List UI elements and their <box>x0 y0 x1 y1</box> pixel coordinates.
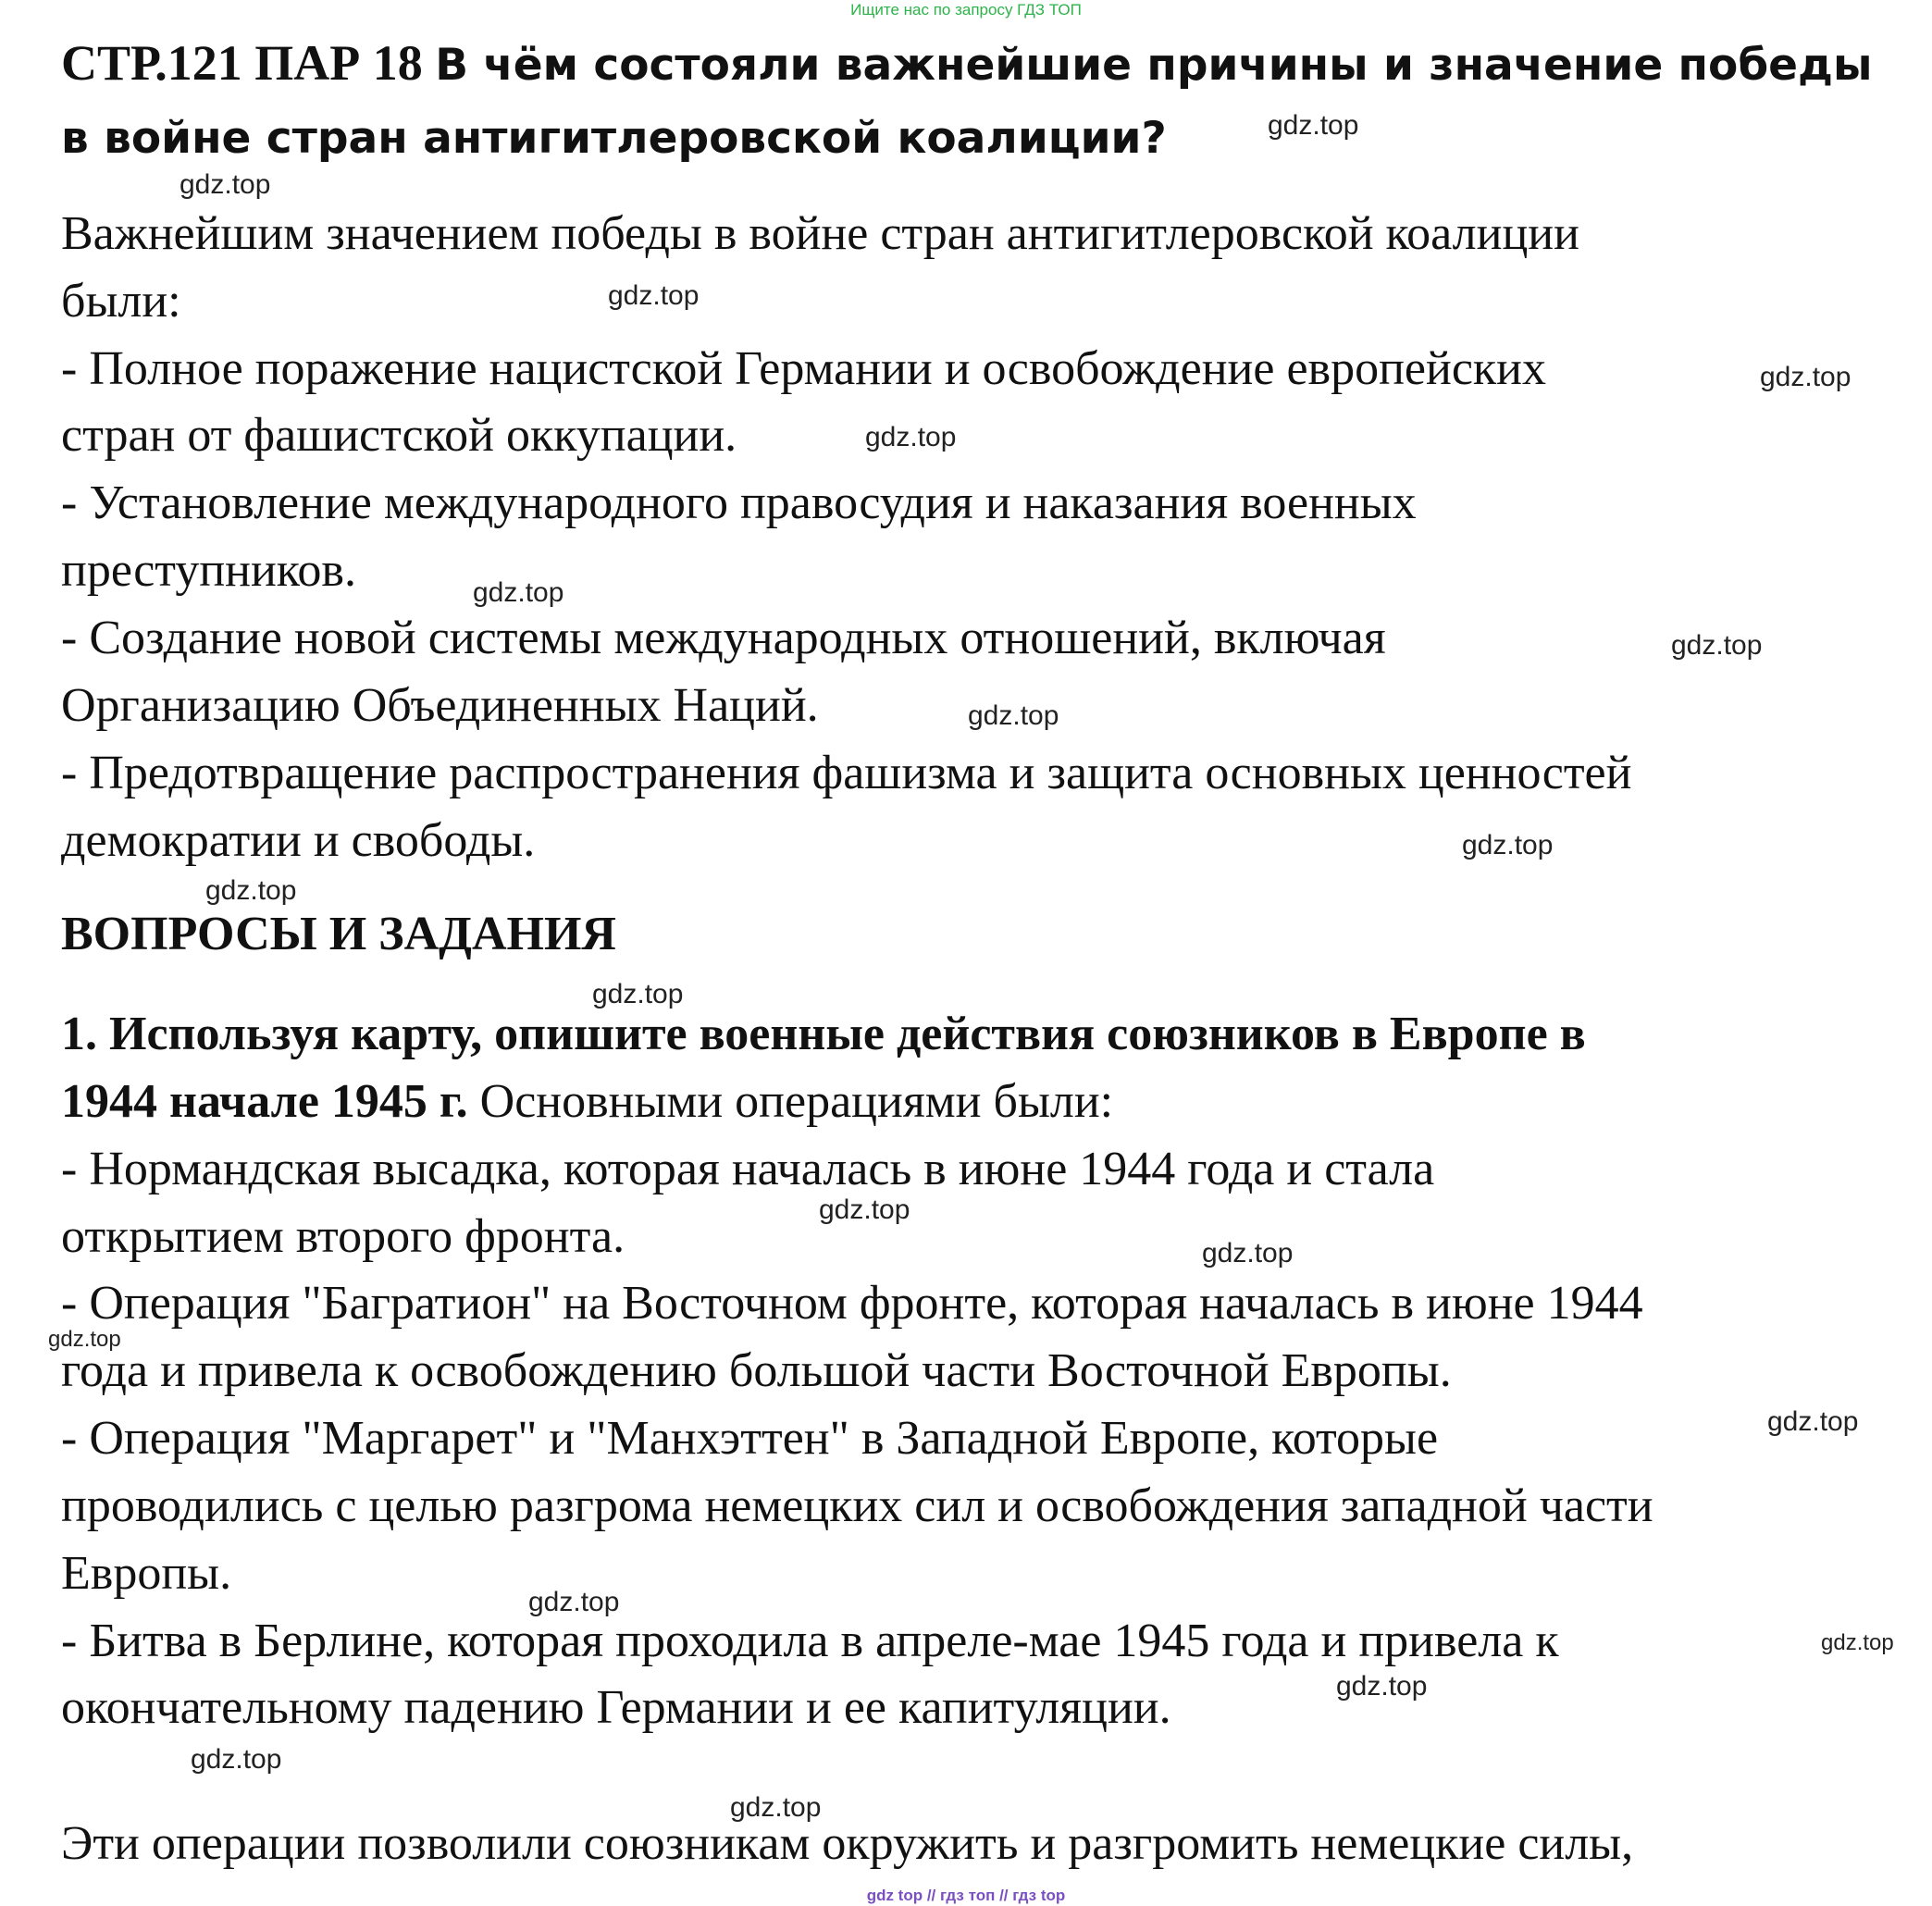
task-1-op-2-line-1: - Операция "Багратион" на Восточном фронте, которая началась в июне 1944 <box>61 1277 1643 1330</box>
watermark: gdz.top <box>1821 1630 1894 1655</box>
watermark: gdz.top <box>1268 110 1359 141</box>
title-prefix: СТР.121 ПАР 18 <box>61 35 423 91</box>
task-1-op-3-line-3: Европы. <box>61 1547 232 1600</box>
watermark: gdz.top <box>1202 1238 1294 1269</box>
task-1-op-1-line-1: - Нормандская высадка, которая началась в июне 1944 года и стала <box>61 1143 1435 1195</box>
answer-bullet-2-line-2: преступников. <box>61 544 356 597</box>
task-1-question-line-1: 1. Используя карту, опишите военные действия союзников в Европе в <box>61 1008 1586 1060</box>
task-1-op-1-line-2: открытием второго фронта. <box>61 1210 625 1263</box>
watermark: gdz.top <box>968 700 1059 731</box>
watermark: gdz.top <box>608 280 700 311</box>
watermark: gdz.top <box>473 577 564 608</box>
watermark: gdz.top <box>865 422 957 452</box>
answer-bullet-1-line-2: стран от фашистской оккупации. <box>61 409 737 462</box>
answer-bullet-3-line-2: Организацию Объединенных Наций. <box>61 679 819 732</box>
watermark: gdz.top <box>1767 1406 1859 1437</box>
watermark: gdz.top <box>180 169 271 200</box>
task-1-conclusion: Эти операции позволили союзникам окружить и разгромить немецкие силы, <box>61 1817 1634 1870</box>
task-1-question-line-2 <box>61 1075 1114 1128</box>
task-1-op-3-line-2: проводились с целью разгрома немецких сил и освобождения западной части <box>61 1479 1653 1532</box>
answer-bullet-2-line-1: - Установление международного правосудия и наказания военных <box>61 477 1417 529</box>
title-question: В чём состояли важнейшие причины и значение победы в войне стран антигитлеровской коалиции? <box>61 40 1873 164</box>
watermark: gdz.top <box>528 1587 620 1617</box>
watermark: gdz.top <box>1760 362 1852 392</box>
task-1-question-end: 1944 начале 1945 г. <box>61 1075 468 1128</box>
answer-intro-line-1: Важнейшим значением победы в войне стран антигитлеровской коалиции <box>61 207 1579 260</box>
answer-bullet-4-line-2: демократии и свободы. <box>61 814 536 867</box>
section-heading: ВОПРОСЫ И ЗАДАНИЯ <box>61 908 616 960</box>
task-1-op-4-line-2: окончательному падению Германии и ее капитуляции. <box>61 1681 1171 1734</box>
watermark: gdz.top <box>48 1327 121 1352</box>
watermark: gdz.top <box>1336 1671 1428 1702</box>
task-1-op-4-line-1: - Битва в Берлине, которая проходила в апреле-мае 1945 года и привела к <box>61 1615 1559 1667</box>
task-1-op-2-line-2: года и привела к освобождению большой части Восточной Европы. <box>61 1344 1452 1397</box>
task-1-op-3-line-1: - Операция "Маргарет" и "Манхэттен" в Западной Европе, которые <box>61 1412 1439 1465</box>
answer-bullet-3-line-1: - Создание новой системы международных отношений, включая <box>61 612 1386 664</box>
watermark: gdz.top <box>191 1744 282 1775</box>
answer-intro-line-2: были: <box>61 275 181 328</box>
answer-bullet-1-line-1: - Полное поражение нацистской Германии и освобождение европейских <box>61 342 1546 395</box>
bottom-banner: gdz top // гдз топ // гдз top <box>866 1887 1066 1904</box>
watermark: gdz.top <box>1671 630 1763 661</box>
page-title <box>61 28 1902 174</box>
watermark: gdz.top <box>819 1194 910 1225</box>
top-banner: Ищите нас по запросу ГДЗ ТОП <box>850 1 1082 19</box>
watermark: gdz.top <box>730 1792 822 1823</box>
watermark: gdz.top <box>1462 830 1554 860</box>
answer-bullet-4-line-1: - Предотвращение распространения фашизма и защита основных ценностей <box>61 747 1632 799</box>
task-1-answer-intro: Основными операциями были: <box>467 1075 1114 1128</box>
watermark: gdz.top <box>592 979 684 1009</box>
watermark: gdz.top <box>205 875 297 906</box>
